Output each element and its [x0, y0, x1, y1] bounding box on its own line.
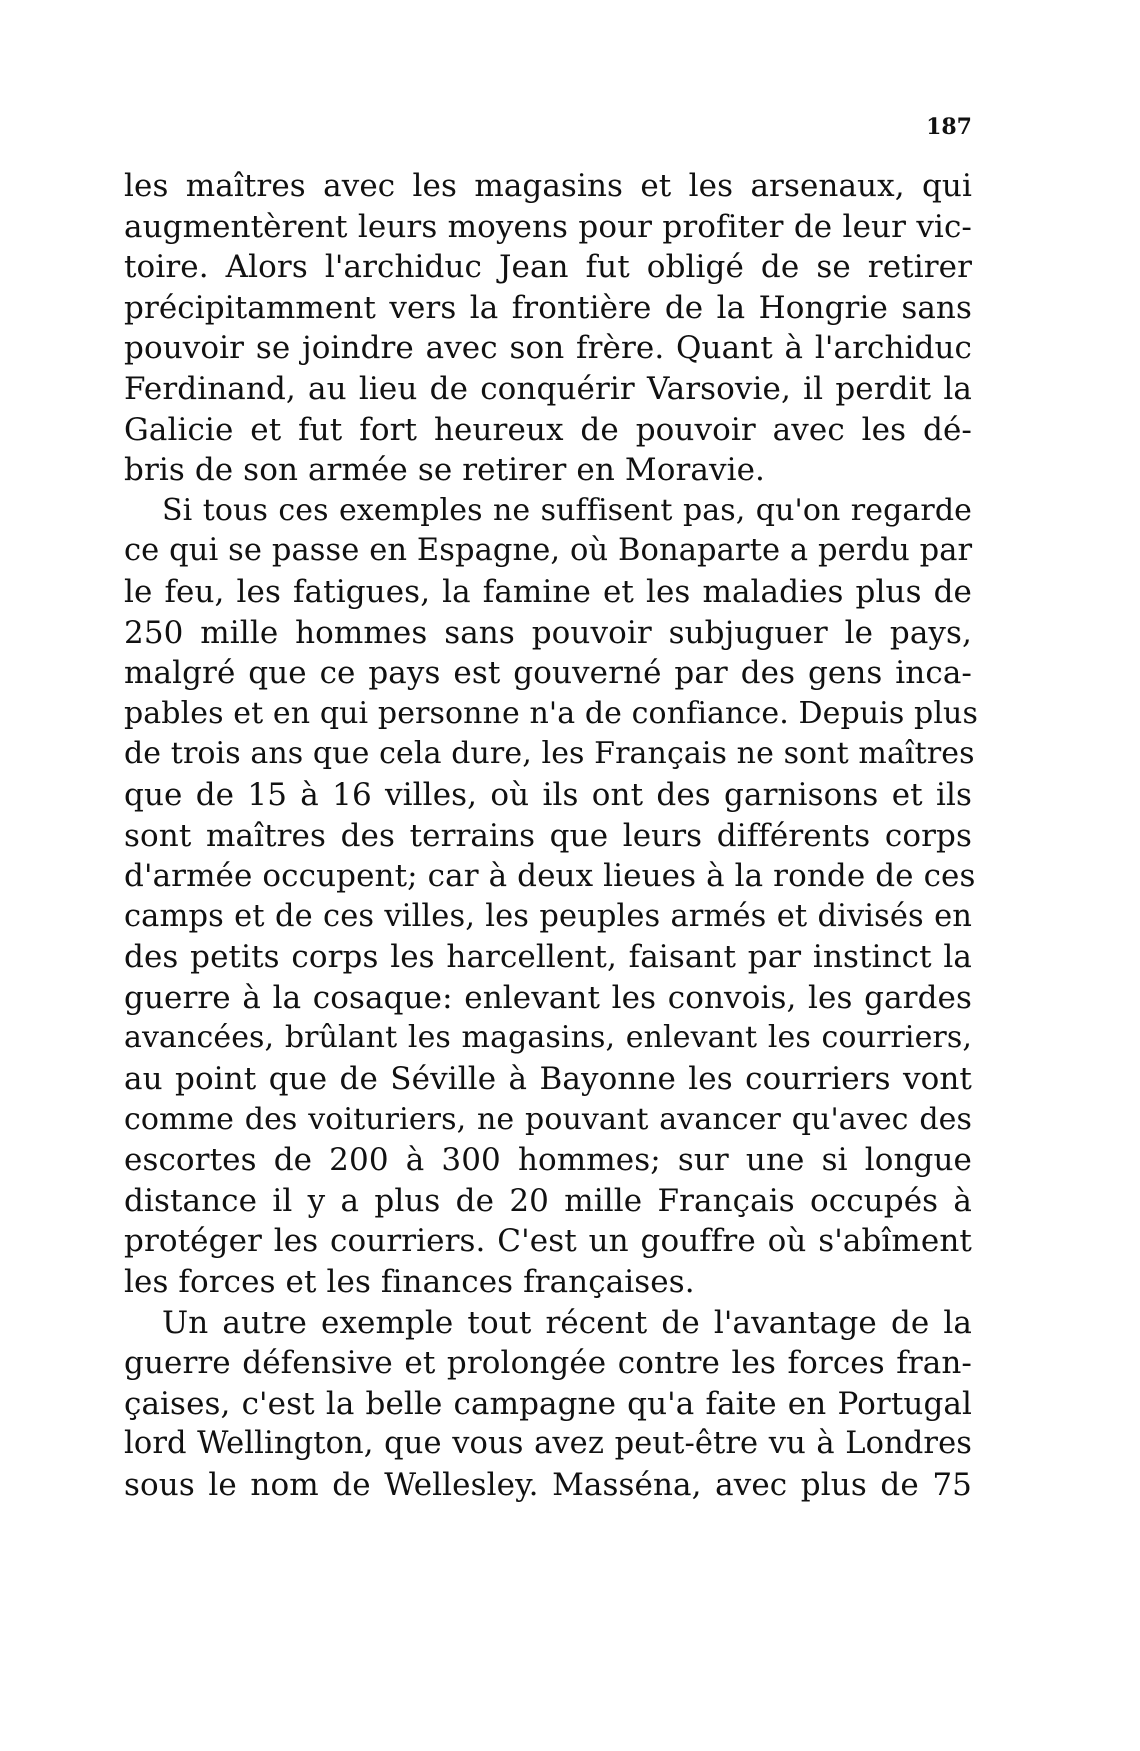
text-line: bris de son armée se retirer en Moravie. — [124, 452, 765, 489]
text-line: d'armée occupent; car à deux lieues à la ronde de ces — [124, 858, 976, 895]
text-line: sont maîtres des terrains que leurs différents corps — [124, 817, 972, 854]
text-line: les forces et les finances françaises. — [124, 1264, 695, 1301]
text-line: guerre à la cosaque: enlevant les convois, les gardes — [124, 979, 972, 1016]
text-line: 250 mille hommes sans pouvoir subjuguer le pays, — [124, 614, 972, 651]
text-line: les maîtres avec les magasins et les arsenaux, qui — [124, 168, 972, 204]
text-line: Ferdinand, au lieu de conquérir Varsovie, il perdit la — [124, 370, 972, 407]
text-line: avancées, brûlant les magasins, enlevant les courriers, — [124, 1020, 972, 1056]
text-line: comme des voituriers, ne pouvant avancer qu'avec des — [124, 1101, 972, 1137]
text-line: distance il y a plus de 20 mille Français occupés à — [124, 1182, 972, 1219]
text-line: Galicie et fut fort heureux de pouvoir avec les dé- — [124, 411, 972, 448]
text-line: guerre défensive et prolongée contre les forces fran- — [124, 1345, 972, 1382]
text-line: çaises, c'est la belle campagne qu'a faite en Portugal — [124, 1385, 972, 1422]
text-line: le feu, les fatigues, la famine et les maladies plus de — [124, 573, 972, 610]
text-line: pouvoir se joindre avec son frère. Quant à l'archiduc — [124, 330, 972, 367]
text-line: protéger les courriers. C'est un gouffre où s'abîment — [124, 1223, 972, 1260]
text-line: Si tous ces exemples ne suffisent pas, qu'on regarde — [162, 492, 972, 528]
text-line: camps et de ces villes, les peuples armés et divisés en — [124, 898, 972, 934]
text-line: sous le nom de Wellesley. Masséna, avec plus de 75 — [124, 1467, 972, 1503]
text-line: précipitamment vers la frontière de la Hongrie sans — [124, 289, 972, 326]
text-line: ce qui se passe en Espagne, où Bonaparte a perdu par — [124, 533, 973, 569]
text-line: de trois ans que cela dure, les Français ne sont maîtres — [124, 736, 975, 772]
text-line: Un autre exemple tout récent de l'avantage de la — [162, 1304, 972, 1341]
text-line: que de 15 à 16 villes, où ils ont des garnisons et ils — [124, 776, 972, 813]
page-number: 187 — [926, 114, 972, 140]
text-line: toire. Alors l'archiduc Jean fut obligé de se retirer — [124, 249, 972, 286]
text-line: augmentèrent leurs moyens pour profiter de leur vic- — [124, 208, 972, 245]
text-line: au point que de Séville à Bayonne les courriers vont — [124, 1061, 972, 1098]
text-line: pables et en qui personne n'a de confiance. Depuis plus — [124, 695, 978, 731]
text-line: malgré que ce pays est gouverné par des gens inca- — [124, 655, 972, 692]
text-line: des petits corps les harcellent, faisant par instinct la — [124, 939, 972, 976]
body-text — [124, 166, 978, 1506]
text-line: lord Wellington, que vous avez peut-être vu à Londres — [124, 1426, 972, 1462]
text-line: escortes de 200 à 300 hommes; sur une si longue — [124, 1142, 972, 1179]
